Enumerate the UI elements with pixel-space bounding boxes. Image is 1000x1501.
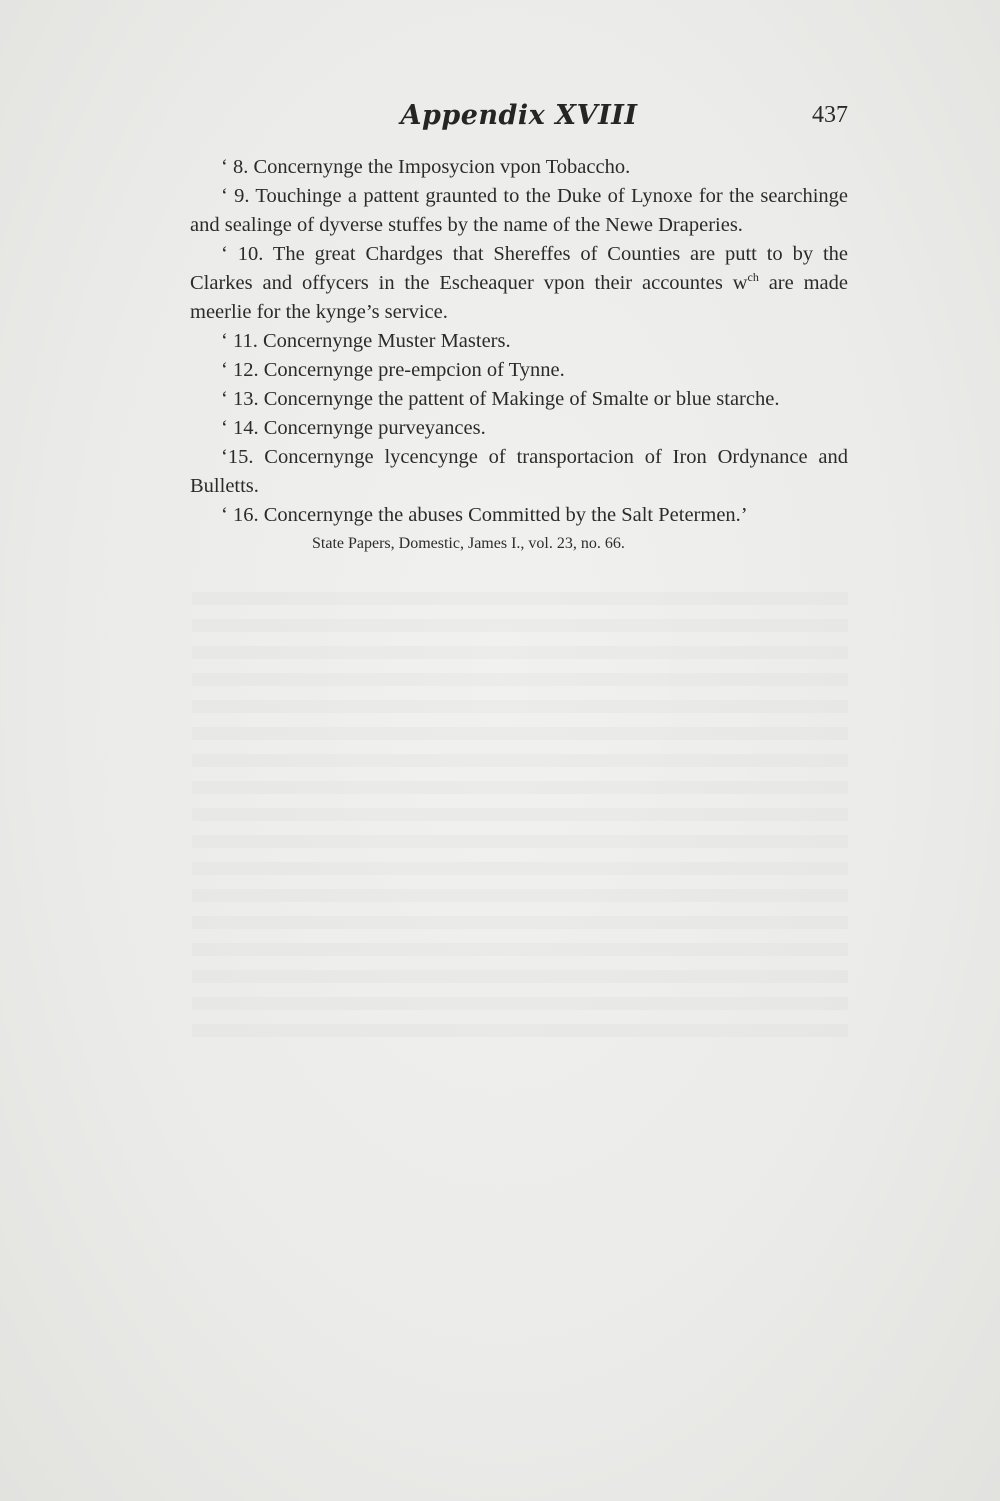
- item-14: ‘ 14. Concernynge purveyances.: [221, 417, 486, 439]
- item-10-text: ‘ 10. The great Chardges that Shereffes of Counties are putt to by the Clarkes and offycers in the Escheaquer vpon their accountes w: [190, 243, 848, 294]
- item-8: ‘ 8. Concernynge the Imposycion vpon Tobaccho.: [221, 156, 631, 178]
- bleed-through-text: [192, 578, 848, 1038]
- running-title: Appendix XVIII: [400, 100, 638, 131]
- item-16: ‘ 16. Concernynge the abuses Committed by the Salt Petermen.’: [221, 504, 748, 526]
- body-text: [190, 153, 848, 555]
- item-15: ‘15. Concernynge lycencynge of transportacion of Iron Ordynance and Bulletts.: [190, 446, 848, 497]
- item-11: ‘ 11. Concernynge Muster Masters.: [221, 330, 511, 352]
- item-10-superscript: ch: [747, 270, 759, 285]
- page-number: 437: [812, 102, 848, 128]
- page-header: [190, 100, 848, 140]
- source-citation: State Papers, Domestic, James I., vol. 23, no. 66.: [312, 535, 625, 552]
- item-9: ‘ 9. Touchinge a pattent graunted to the Duke of Lynoxe for the searchinge and sealinge of dyverse stuffes by the name of the Newe Draperies.: [190, 185, 848, 236]
- item-10-tail: are made meerlie for the kynge’s service.: [190, 272, 848, 323]
- item-12: ‘ 12. Concernynge pre-empcion of Tynne.: [221, 359, 565, 381]
- item-10: [190, 240, 848, 327]
- item-13: ‘ 13. Concernynge the pattent of Makinge of Smalte or blue starche.: [221, 388, 780, 410]
